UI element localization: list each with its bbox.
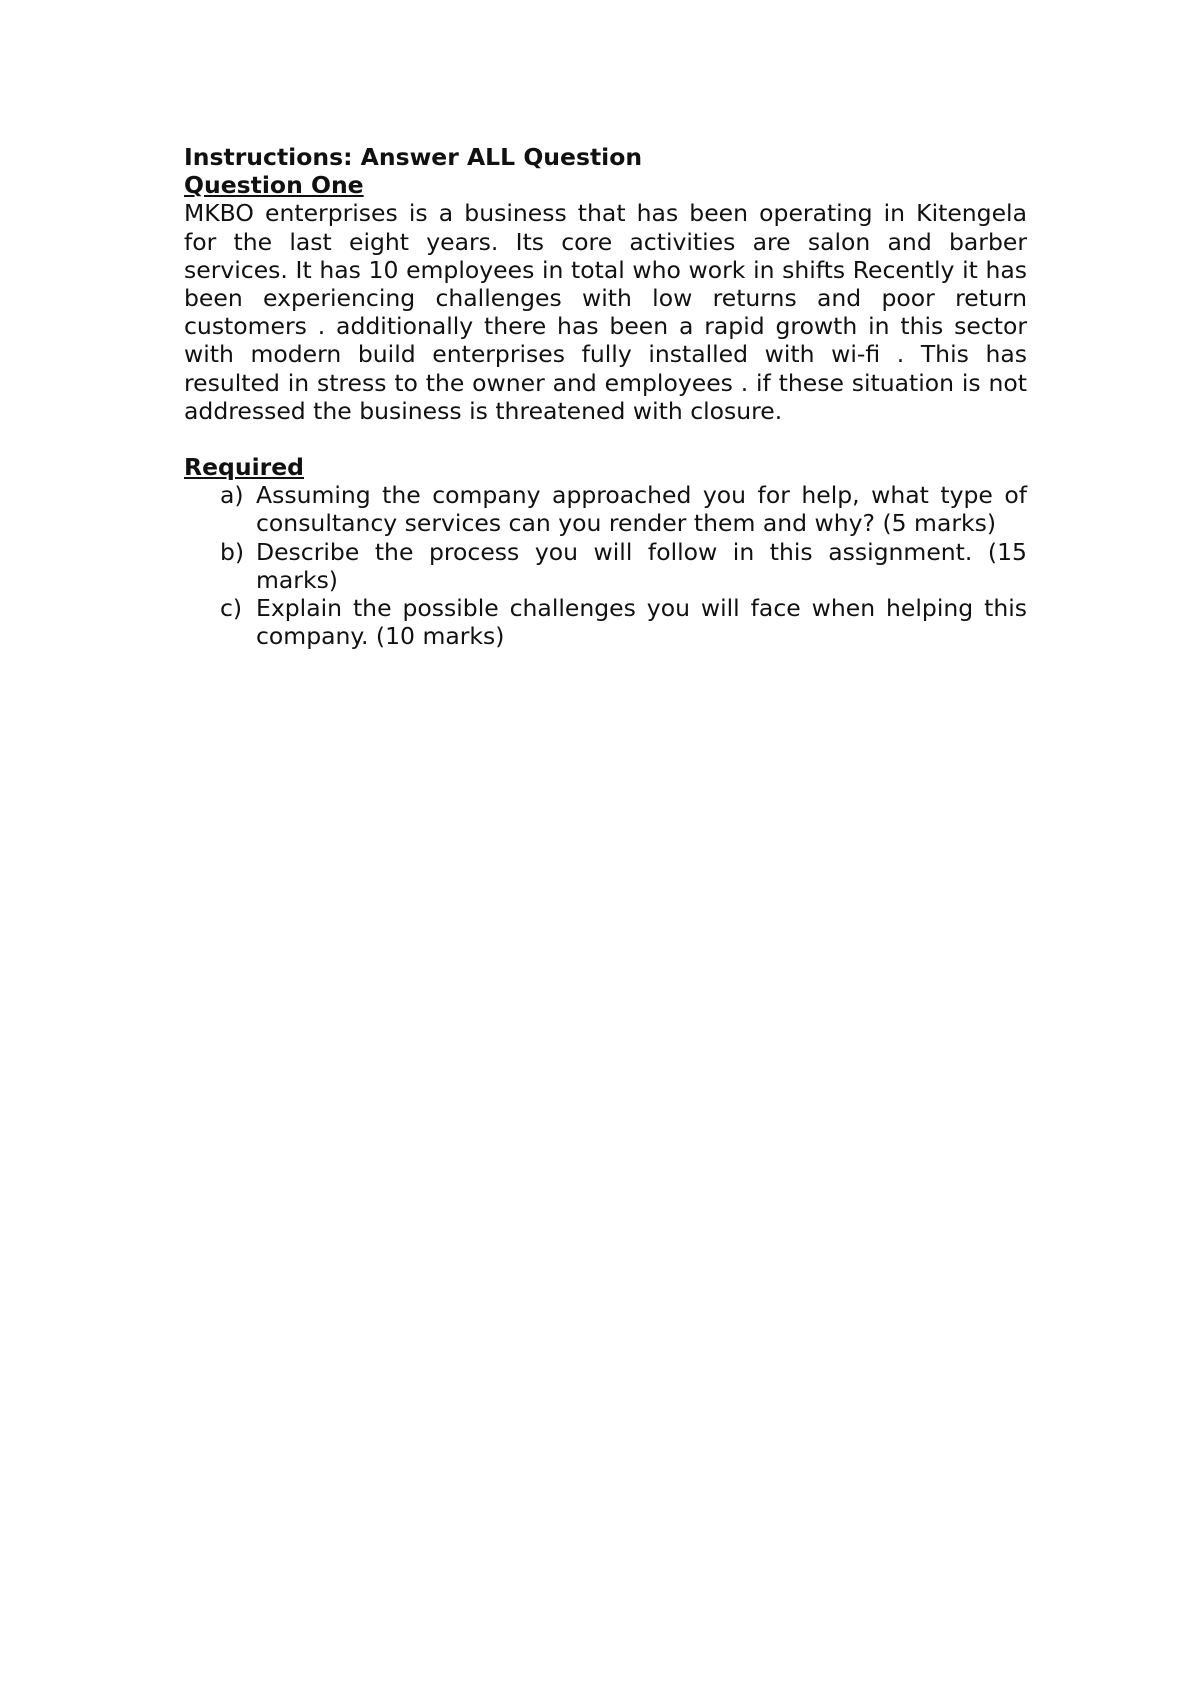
requirement-marker-cell <box>184 538 256 566</box>
requirement-item <box>184 594 1027 650</box>
requirement-marker: c) <box>220 594 243 623</box>
requirement-item <box>184 481 1027 537</box>
requirement-text: Describe the process you will follow in this assignment. (15 marks) <box>256 537 1027 594</box>
requirement-text: Assuming the company approached you for help, what type of consultancy services can you render them and why? (5 marks) <box>256 481 1027 538</box>
instructions-line: Instructions: Answer ALL Question <box>184 143 643 171</box>
document-content <box>184 143 1027 650</box>
requirement-marker: b) <box>220 537 245 566</box>
case-study-paragraph: MKBO enterprises is a business that has been operating in Kitengela for the last eight years. Its core activities are salon and barber services. It has 10 employees in total who work in shifts Recently it has been experiencing challenges with low returns and poor return customers . additionally there has been a rapid growth in this sector with modern build enterprises fully installed with wi-fi . This has resulted in stress to the owner and employees . if these situation is not addressed the business is threatened with closure. <box>184 199 1027 425</box>
requirement-text: Explain the possible challenges you will face when helping this company. (10 marks) <box>256 594 1027 651</box>
requirement-marker: a) <box>220 481 244 510</box>
requirement-marker-cell <box>184 481 256 509</box>
question-heading: Question One <box>184 171 364 200</box>
requirement-marker-cell <box>184 594 256 622</box>
requirements-list <box>184 481 1027 650</box>
requirement-item <box>184 538 1027 594</box>
required-heading: Required <box>184 453 304 482</box>
